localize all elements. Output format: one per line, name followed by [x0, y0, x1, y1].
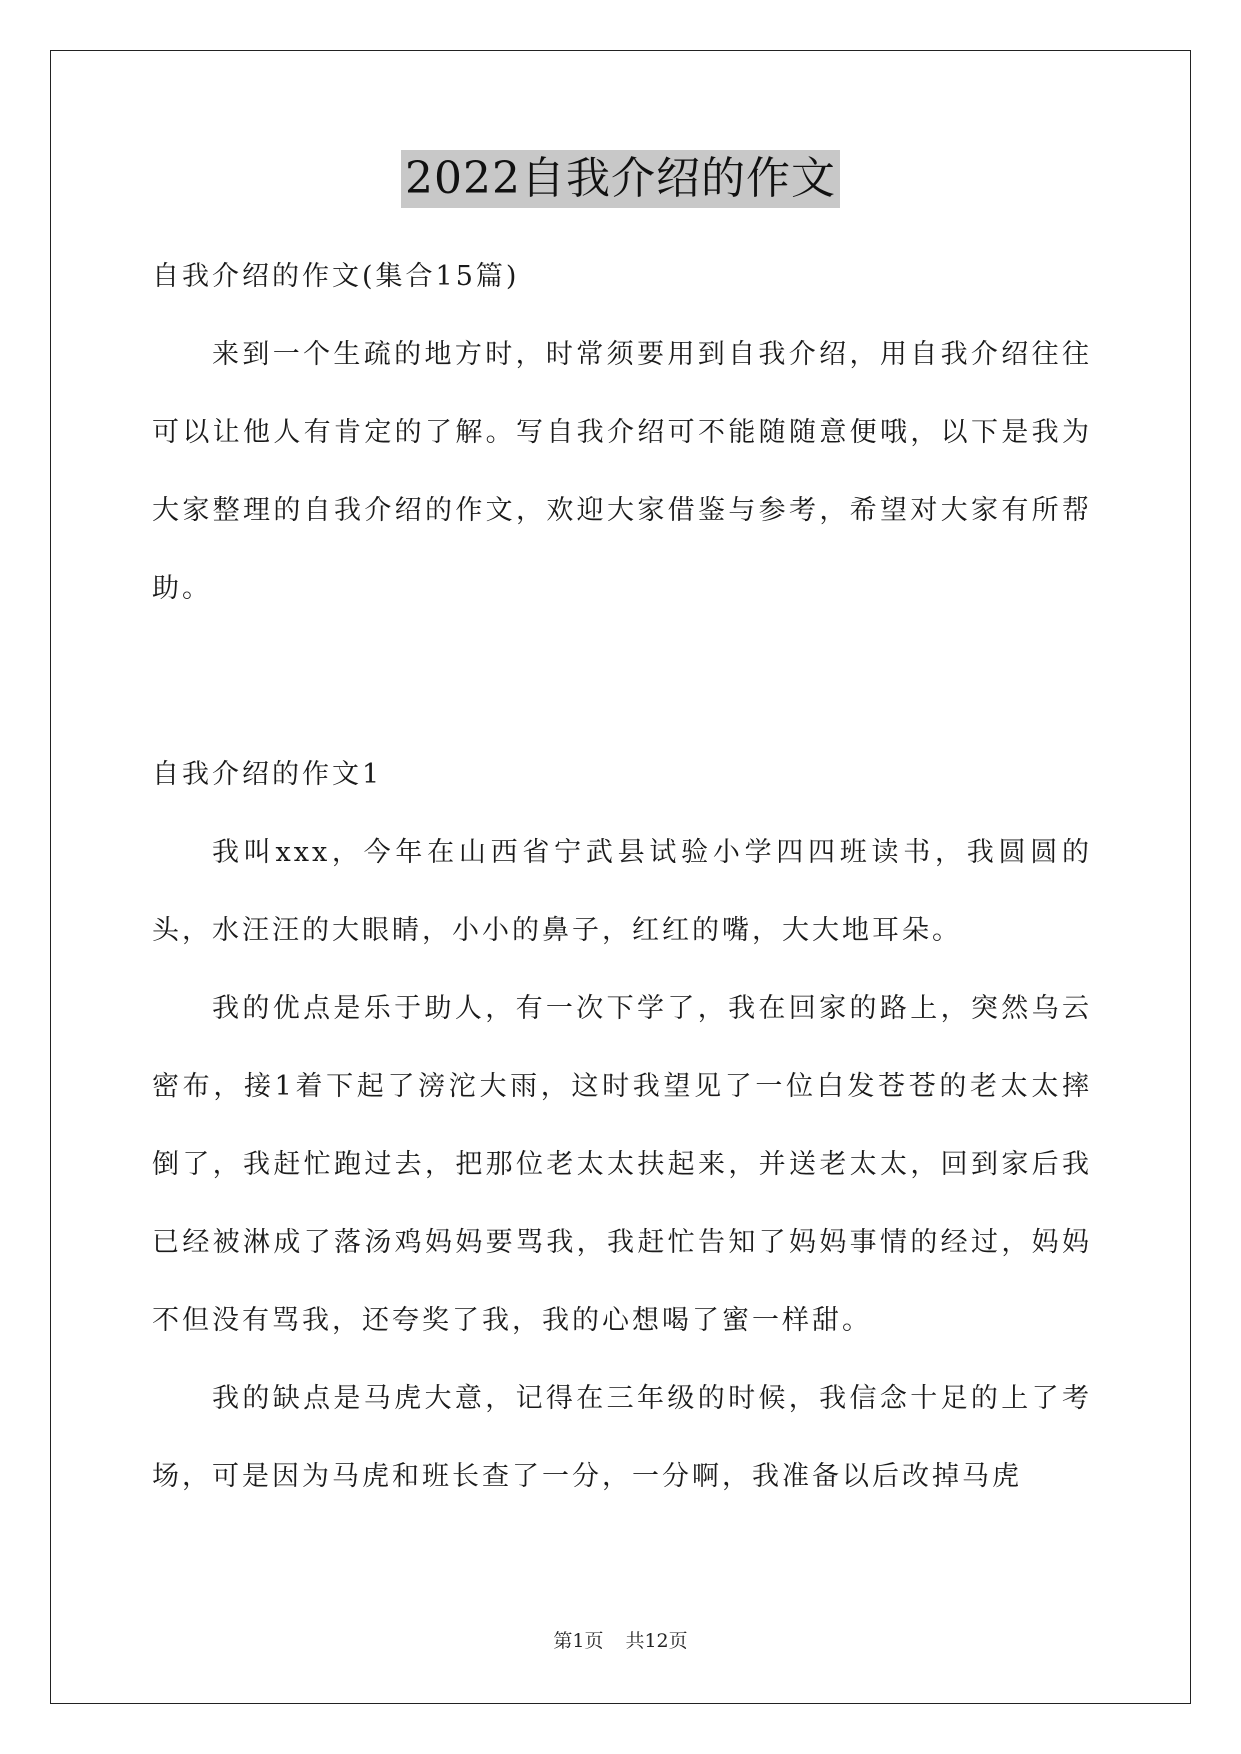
document-subtitle: 自我介绍的作文(集合15篇) — [152, 261, 520, 292]
document-title: 2022自我介绍的作文 — [401, 150, 840, 208]
intro-paragraph: 来到一个生疏的地方时，时常须要用到自我介绍，用自我介绍往往可以让他人有肯定的了解。写自我介绍可不能随随意便哦，以下是我为大家整理的自我介绍的作文，欢迎大家借鉴与参考，希望对大家有所帮助。 — [152, 339, 1092, 604]
page-total: 共12页 — [625, 1630, 688, 1652]
title-container — [0, 150, 1241, 208]
document-body — [152, 238, 1092, 1516]
page-number: 第1页 — [553, 1630, 604, 1652]
page-footer — [0, 1626, 1241, 1653]
body-paragraph: 我的缺点是马虎大意，记得在三年级的时候，我信念十足的上了考场，可是因为马虎和班长查了一分，一分啊，我准备以后改掉马虎 — [152, 1383, 1092, 1492]
section-heading: 自我介绍的作文1 — [152, 759, 383, 790]
body-paragraph: 我的优点是乐于助人，有一次下学了，我在回家的路上，突然乌云密布，接1着下起了滂沱大雨，这时我望见了一位白发苍苍的老太太摔倒了，我赶忙跑过去，把那位老太太扶起来，并送老太太，回到家后我已经被淋成了落汤鸡妈妈要骂我，我赶忙告知了妈妈事情的经过，妈妈不但没有骂我，还夸奖了我，我的心想喝了蜜一样甜。 — [152, 993, 1092, 1336]
section-gap — [152, 628, 1092, 736]
body-paragraph: 我叫xxx，今年在山西省宁武县试验小学四四班读书，我圆圆的头，水汪汪的大眼睛，小小的鼻子，红红的嘴，大大地耳朵。 — [152, 837, 1092, 946]
